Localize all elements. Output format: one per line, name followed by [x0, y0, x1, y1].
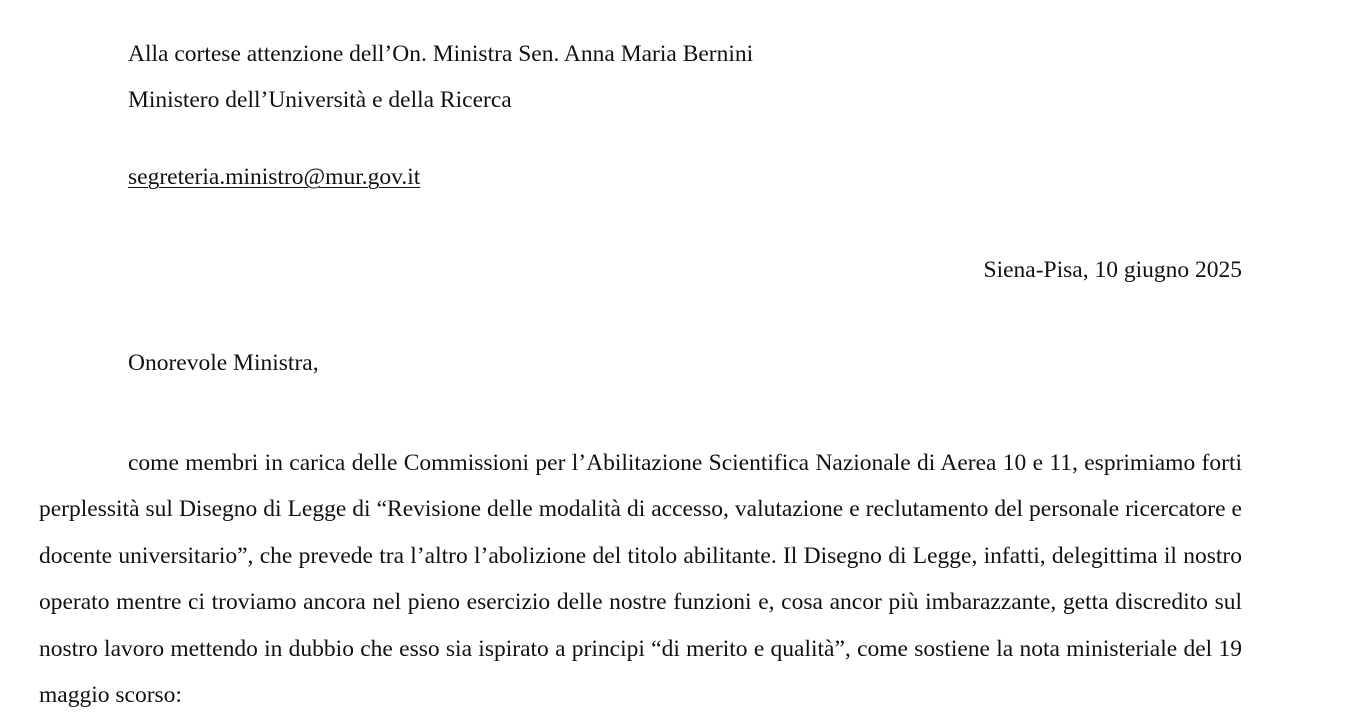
body-paragraph: come membri in carica delle Commissioni per l’Abilitazione Scientifica Nazionale di Aerea 10 e 11, esprimiamo forti perplessità sul Disegno di Legge di “Revisione delle modalità di accesso, valutazione e reclutamento del personale ricercatore e docente universitario”, che prevede tra l’altro l’abolizione del titolo abilitante. Il Disegno di Legge, infatti, delegittima il nostro operato mentre ci troviamo ancora nel pieno esercizio delle nostre funzioni e, cosa ancor più imbarazzante, getta discredito sul nostro lavoro mettendo in dubbio che esso sia ispirato a principi “di merito e qualità”, come sostiene la nota ministeriale del 19 maggio scorso:	[39, 450, 1242, 709]
addressee-line: Alla cortese attenzione dell’On. Ministra Sen. Anna Maria Bernini	[128, 41, 754, 67]
salutation: Onorevole Ministra,	[128, 350, 319, 376]
place-date-line: Siena-Pisa, 10 giugno 2025	[983, 257, 1242, 283]
addressee-institution: Ministero dell’Università e della Ricerca	[128, 87, 512, 113]
addressee-email-link[interactable]: segreteria.ministro@mur.gov.it	[128, 164, 421, 190]
